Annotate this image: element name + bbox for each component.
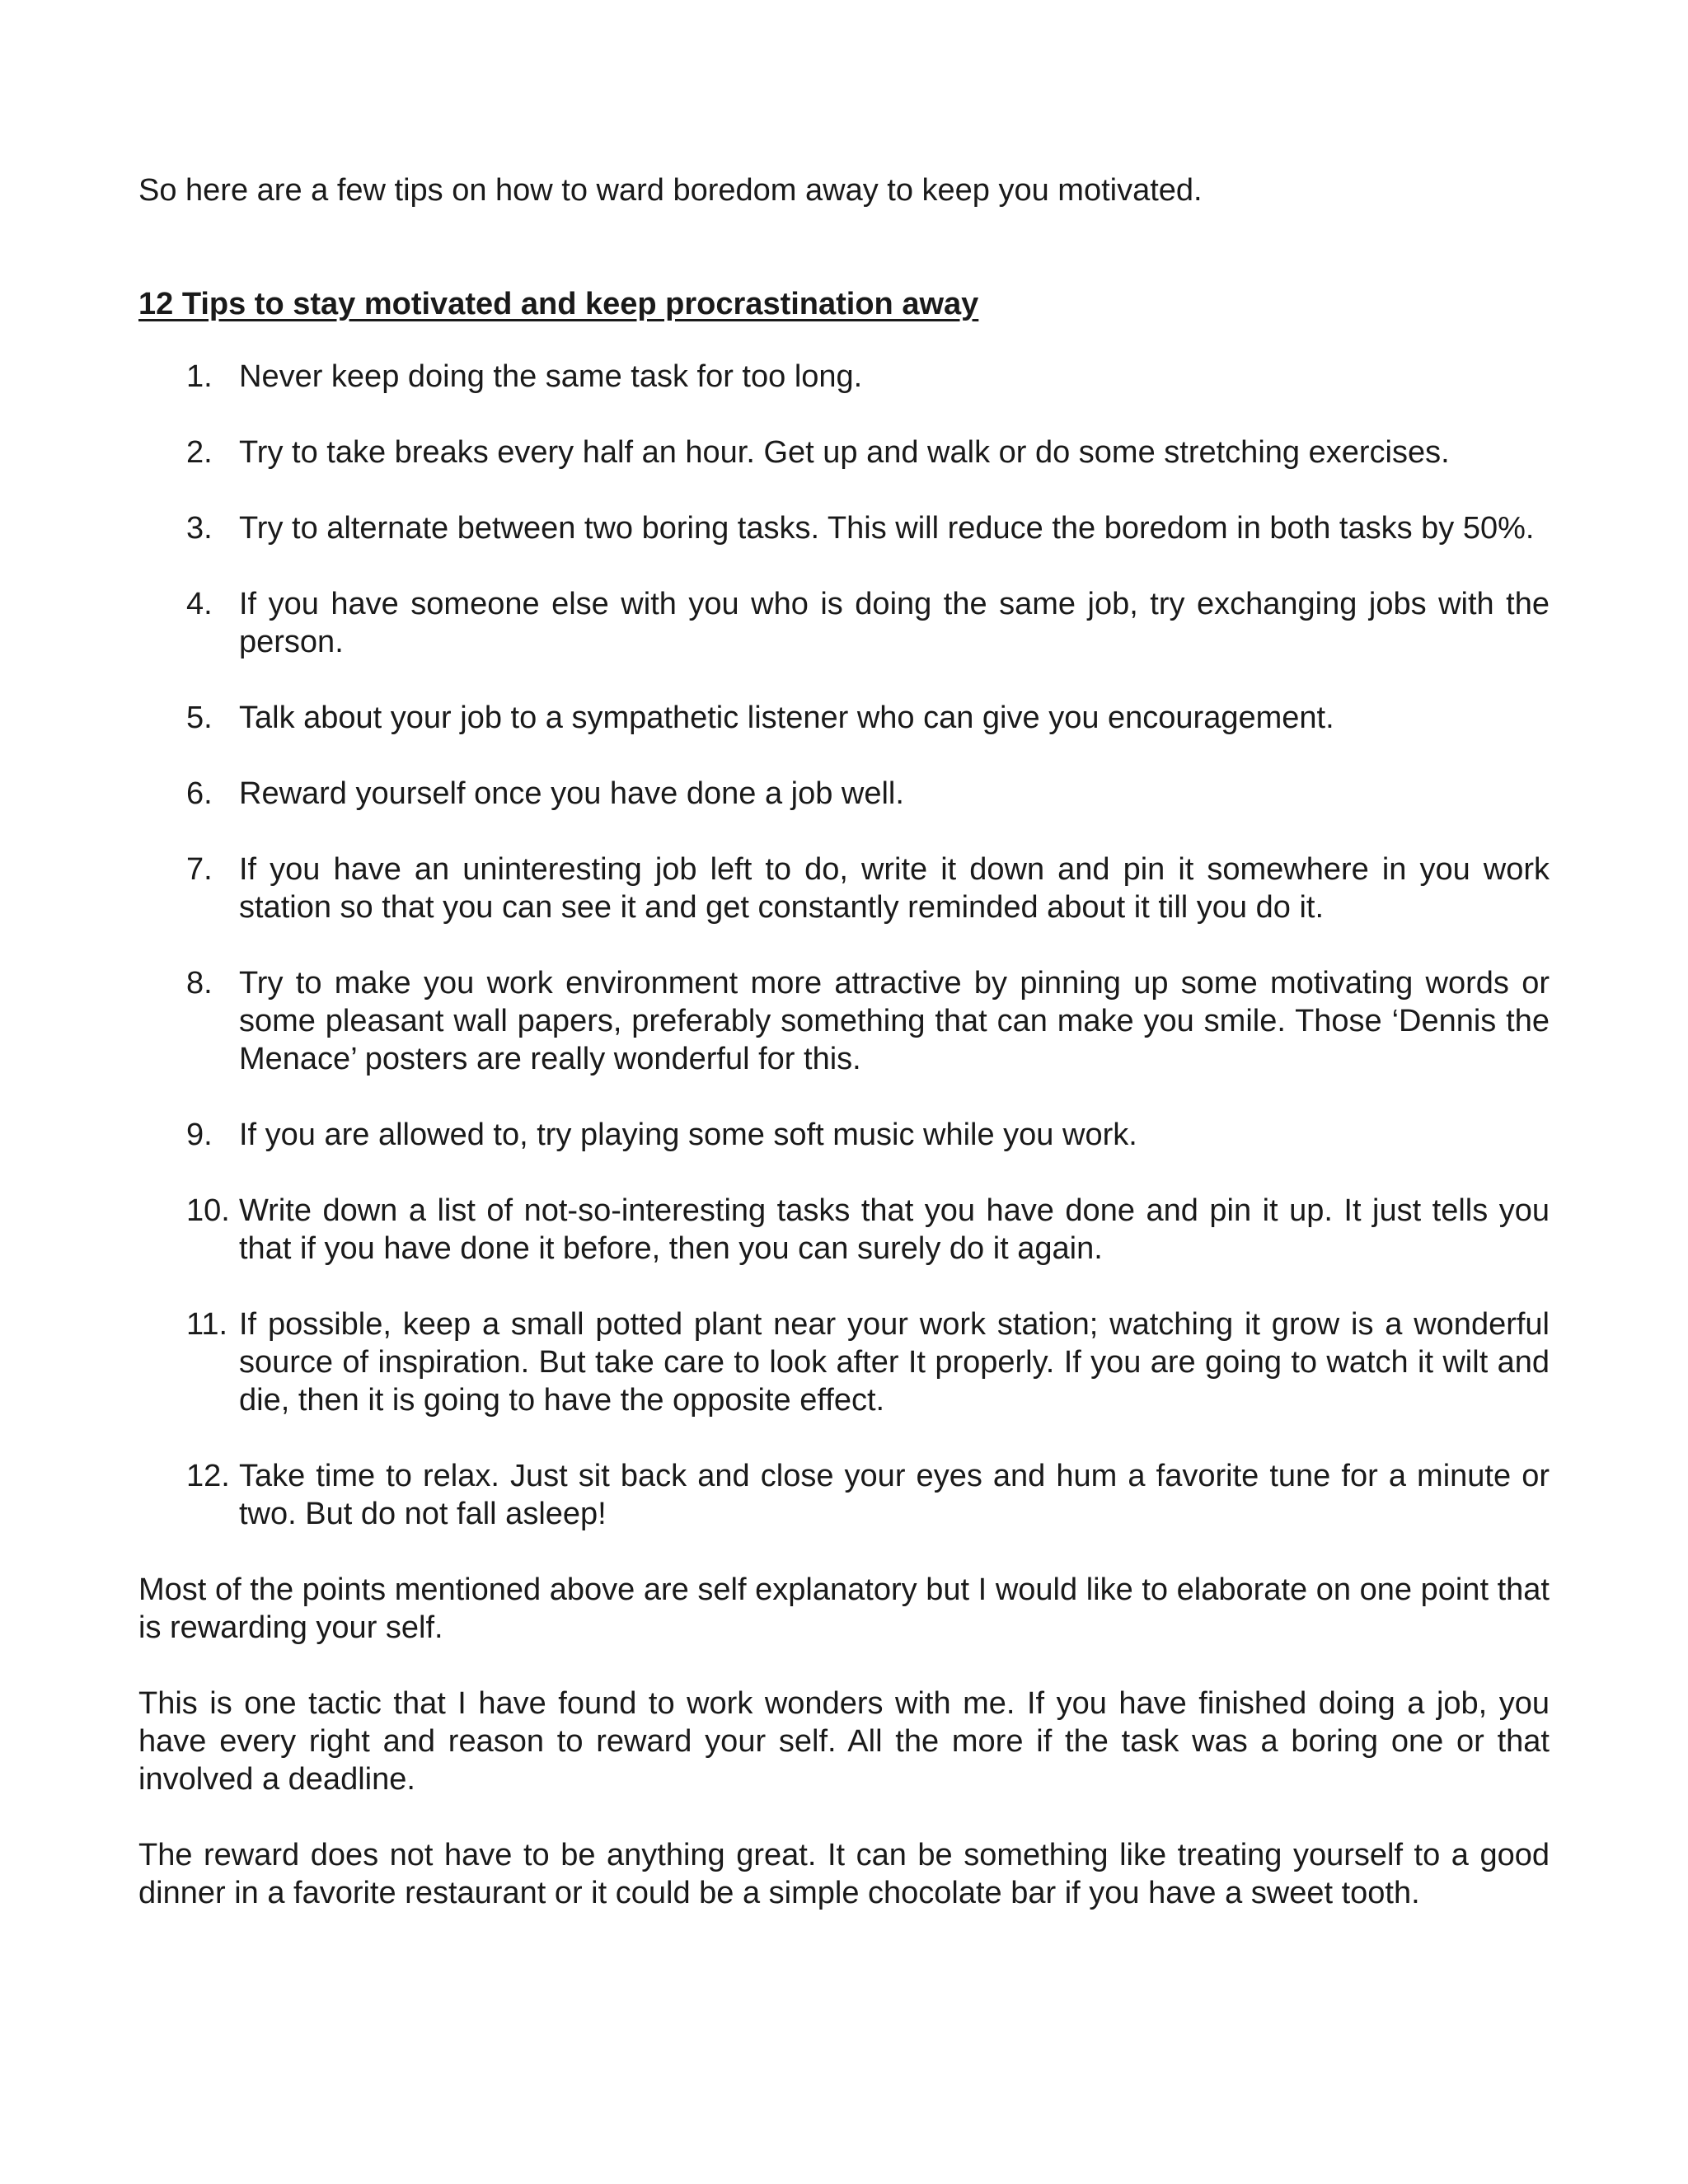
list-item-text: If you are allowed to, try playing some soft music while you work. [239, 1118, 1137, 1152]
list-item-text: Reward yourself once you have done a job well. [239, 776, 904, 811]
list-item-text: Talk about your job to a sympathetic listener who can give you encouragement. [239, 701, 1334, 735]
list-item [138, 851, 1550, 926]
list-item [138, 699, 1550, 737]
document-page [138, 171, 1550, 1912]
list-item-number: 6. [186, 776, 213, 811]
body-paragraph: The reward does not have to be anything great. It can be something like treating yourself to a good dinner in a favorite restaurant or it could be a simple chocolate bar if you have a sweet tooth. [138, 1838, 1550, 1910]
list-item-text: Try to take breaks every half an hour. Get up and walk or do some stretching exercises. [239, 435, 1450, 470]
list-item [138, 1192, 1550, 1268]
list-item-text: Try to alternate between two boring tasks. This will reduce the boredom in both tasks by 50%. [239, 511, 1535, 546]
list-item [138, 775, 1550, 813]
list-item-number: 12. [186, 1459, 230, 1493]
list-item-number: 4. [186, 587, 213, 621]
body-paragraph: This is one tactic that I have found to work wonders with me. If you have finished doing a job, you have every right and reason to reward your self. All the more if the task was a boring one or that involved a deadline. [138, 1686, 1550, 1797]
intro-paragraph: So here are a few tips on how to ward boredom away to keep you motivated. [138, 173, 1203, 208]
list-item-number: 1. [186, 359, 213, 394]
list-item-number: 5. [186, 701, 213, 735]
list-item-number: 9. [186, 1118, 213, 1152]
list-item-number: 8. [186, 966, 213, 1001]
list-item [138, 1457, 1550, 1533]
list-item-number: 7. [186, 852, 213, 887]
list-item-number: 2. [186, 435, 213, 470]
list-item-text: Try to make you work environment more attractive by pinning up some motivating words or some pleasant wall papers, preferably something that can make you smile. Those ‘Dennis the Menace’ posters are really wonderful for this. [239, 966, 1550, 1076]
list-item [138, 1305, 1550, 1419]
list-item [138, 1116, 1550, 1154]
list-item-number: 11. [186, 1307, 228, 1342]
tips-list [138, 358, 1550, 1533]
body-paragraph: Most of the points mentioned above are self explanatory but I would like to elaborate on one point that is rewarding your self. [138, 1572, 1550, 1645]
list-item-text: If you have an uninteresting job left to do, write it down and pin it somewhere in you work station so that you can see it and get constantly reminded about it till you do it. [239, 852, 1550, 925]
list-item [138, 964, 1550, 1078]
list-item-number: 10. [186, 1193, 230, 1228]
list-item-text: Write down a list of not-so-interesting tasks that you have done and pin it up. It just tells you that if you have done it before, then you can surely do it again. [239, 1193, 1550, 1266]
list-item-number: 3. [186, 511, 213, 546]
list-item [138, 509, 1550, 547]
list-item-text: If you have someone else with you who is doing the same job, try exchanging jobs with the person. [239, 587, 1550, 659]
list-item [138, 434, 1550, 471]
list-item-text: If possible, keep a small potted plant near your work station; watching it grow is a wonderful source of inspiration. But take care to look after It properly. If you are going to watch it wilt and die, then it is going to have the opposite effect. [239, 1307, 1550, 1418]
list-item [138, 358, 1550, 396]
list-item-text: Take time to relax. Just sit back and close your eyes and hum a favorite tune for a minute or two. But do not fall asleep! [239, 1459, 1550, 1531]
list-item [138, 585, 1550, 661]
section-heading: 12 Tips to stay motivated and keep procrastination away [138, 287, 979, 321]
list-item-text: Never keep doing the same task for too long. [239, 359, 863, 394]
